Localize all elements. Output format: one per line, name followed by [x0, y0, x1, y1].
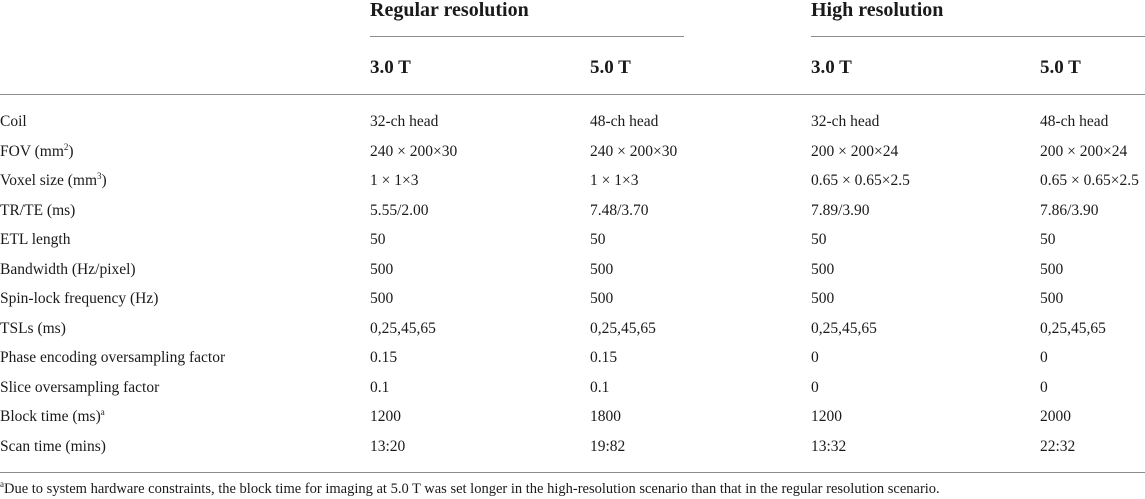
table-cell: 0.65 × 0.65×2.5	[811, 172, 910, 189]
table-row	[0, 403, 1145, 431]
row-label	[0, 374, 159, 402]
table-cell: 5.55/2.00	[370, 201, 429, 219]
row-label-suffix: )	[68, 142, 74, 160]
table-cell: 7.89/3.90	[811, 201, 870, 219]
table-row	[0, 315, 1145, 343]
table-cell: 48-ch head	[1040, 113, 1109, 130]
table-cell: 0,25,45,65	[590, 319, 656, 337]
table-cell: 240 × 200×30	[370, 142, 458, 160]
table-row	[0, 226, 1145, 254]
table-cell: 1 × 1×3	[370, 172, 419, 189]
row-label-text: TR/TE (ms)	[0, 201, 76, 219]
row-label	[0, 344, 225, 372]
row-label	[0, 285, 158, 313]
table-cell: 500	[811, 260, 835, 278]
table-cell: 200 × 200×24	[811, 142, 899, 160]
group-header-high-resolution: High resolution	[811, 0, 944, 21]
row-label-text: Coil	[0, 113, 27, 130]
table-cell: 50	[811, 231, 827, 248]
row-label-text: Scan time (mins)	[0, 437, 106, 455]
row-label-text: Bandwidth (Hz/pixel)	[0, 260, 136, 278]
row-label-superscript: a	[100, 407, 105, 417]
row-label-text: Voxel size (mm	[0, 172, 98, 189]
table-cell: 0	[1040, 349, 1048, 366]
table-cell: 19:82	[590, 437, 626, 455]
row-label	[0, 167, 107, 195]
table-cell: 50	[1040, 231, 1056, 248]
table-cell: 1200	[811, 408, 842, 425]
table-bottom-rule	[0, 472, 1145, 473]
table-row	[0, 374, 1145, 402]
table-cell: 200 × 200×24	[1040, 142, 1128, 160]
table-cell: 48-ch head	[590, 113, 659, 130]
table-cell: 0.15	[590, 349, 618, 366]
row-label-text: ETL length	[0, 231, 71, 248]
table-cell: 0	[811, 349, 819, 366]
row-label	[0, 226, 70, 254]
table-cell: 22:32	[1040, 437, 1076, 455]
table-cell: 0.15	[370, 349, 398, 366]
table-cell: 7.86/3.90	[1040, 201, 1099, 219]
table-cell: 500	[590, 290, 614, 307]
table-cell: 2000	[1040, 408, 1071, 425]
table-cell: 500	[811, 290, 835, 307]
row-label-text: Block time (ms)	[0, 408, 101, 425]
table-cell: 32-ch head	[811, 113, 880, 130]
table-cell: 500	[1040, 290, 1064, 307]
table-row	[0, 285, 1145, 313]
row-label-text: FOV (mm	[0, 142, 64, 160]
row-label	[0, 403, 105, 431]
table-cell: 50	[370, 231, 386, 248]
group-rule-regular	[370, 36, 684, 37]
row-label	[0, 256, 136, 284]
column-header-high-3t: 3.0 T	[811, 57, 852, 78]
row-label-text: Slice oversampling factor	[0, 378, 160, 396]
table-cell: 13:32	[811, 437, 847, 455]
row-label	[0, 108, 27, 136]
group-rule-high	[811, 36, 1145, 37]
table-cell: 0.1	[590, 378, 610, 396]
row-label-superscript: 2	[63, 141, 69, 152]
group-header-regular-resolution: Regular resolution	[370, 0, 529, 21]
table-row	[0, 256, 1145, 284]
table-row	[0, 344, 1145, 372]
column-header-regular-3t: 3.0 T	[370, 57, 411, 78]
table-cell: 1800	[590, 408, 621, 425]
table-row	[0, 108, 1145, 136]
table-row	[0, 197, 1145, 225]
table-cell: 1 × 1×3	[590, 172, 639, 189]
table-cell: 500	[590, 260, 614, 278]
table-cell: 500	[370, 260, 394, 278]
table-row	[0, 138, 1145, 166]
column-header-high-5t: 5.0 T	[1040, 57, 1081, 78]
table-cell: 32-ch head	[370, 113, 439, 130]
table-cell: 0	[811, 378, 819, 396]
row-label-text: Phase encoding oversampling factor	[0, 349, 226, 366]
table-footnote	[0, 480, 940, 498]
table-cell: 0.65 × 0.65×2.5	[1040, 172, 1139, 189]
row-label-suffix: )	[101, 172, 107, 189]
table-cell: 0,25,45,65	[811, 319, 877, 337]
table-cell: 1200	[370, 408, 401, 425]
header-bottom-rule	[0, 94, 1145, 95]
row-label	[0, 197, 75, 225]
table-cell: 0,25,45,65	[1040, 319, 1106, 337]
table-cell: 50	[590, 231, 606, 248]
table-cell: 0.1	[370, 378, 390, 396]
table-cell: 13:20	[370, 437, 406, 455]
table-row	[0, 167, 1145, 195]
table-cell: 0,25,45,65	[370, 319, 436, 337]
table-cell: 500	[1040, 260, 1064, 278]
table-cell: 500	[370, 290, 394, 307]
row-label	[0, 138, 74, 166]
footnote-text: Due to system hardware constraints, the block time for imaging at 5.0 T was set longer in the high-resolution scenario than that in the regular resolution scenario.	[4, 481, 940, 497]
table-row	[0, 433, 1145, 461]
row-label-text: Spin-lock frequency (Hz)	[0, 290, 159, 307]
column-header-regular-5t: 5.0 T	[590, 57, 631, 78]
row-label	[0, 315, 66, 343]
table-cell: 7.48/3.70	[590, 201, 649, 219]
table-cell: 0	[1040, 378, 1048, 396]
row-label-text: TSLs (ms)	[0, 319, 66, 337]
row-label	[0, 433, 106, 461]
footnote-marker: a	[0, 479, 4, 489]
table-cell: 240 × 200×30	[590, 142, 678, 160]
row-label-superscript: 3	[97, 171, 102, 181]
